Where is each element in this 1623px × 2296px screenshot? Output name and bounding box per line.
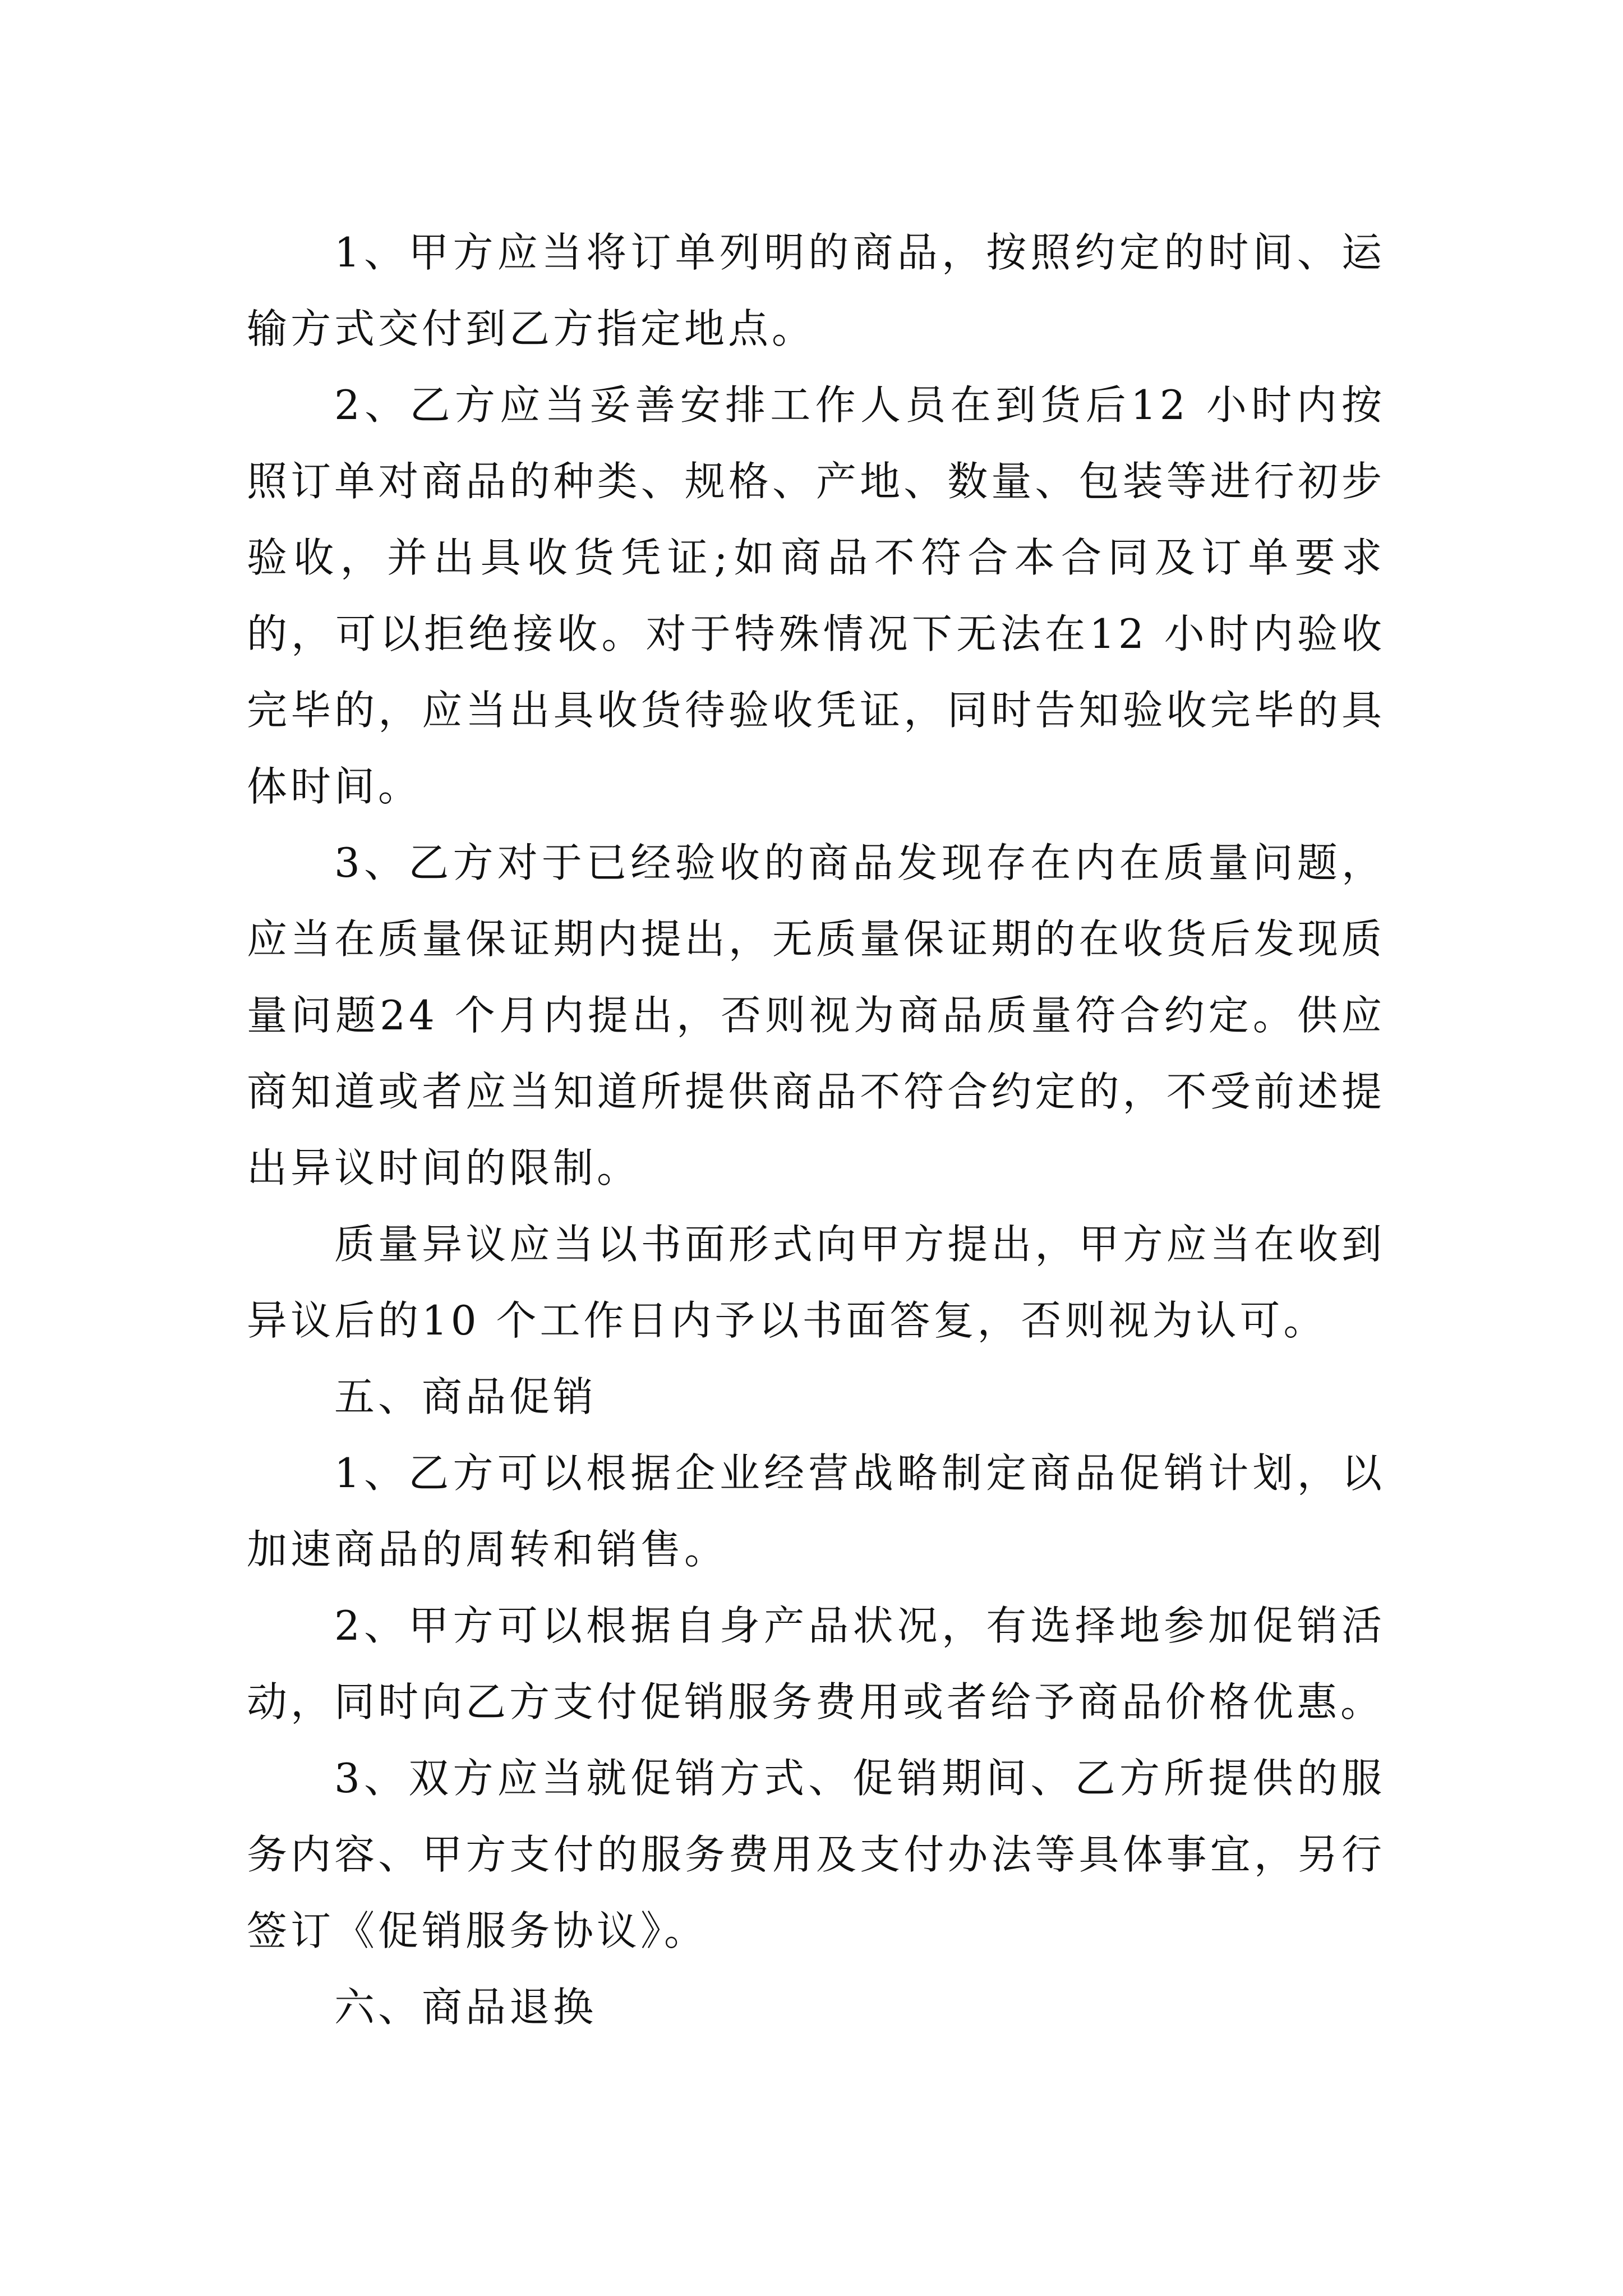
clause-promotion-agreement: 3、双方应当就促销方式、促销期间、乙方所提供的服务内容、甲方支付的服务费用及支付办法等具体事宜，另行签订《促销服务协议》。: [247, 1755, 1385, 1954]
clause-promotion-plan: 1、乙方可以根据企业经营战略制定商品促销计划，以加速商品的周转和销售。: [247, 1450, 1385, 1573]
section-heading-promotion: 五、商品促销: [334, 1373, 597, 1420]
clause-promotion-participation: 2、甲方可以根据自身产品状况，有选择地参加促销活动，同时向乙方支付促销服务费用或者给予商品价格优惠。: [247, 1602, 1385, 1726]
clause-delivery: 1、甲方应当将订单列明的商品，按照约定的时间、运输方式交付到乙方指定地点。: [247, 229, 1385, 352]
clause-quality-objection: 质量异议应当以书面形式向甲方提出，甲方应当在收到异议后的10 个工作日内予以书面答复，否则视为认可。: [247, 1221, 1385, 1344]
clause-inspection: 2、乙方应当妥善安排工作人员在到货后12 小时内按照订单对商品的种类、规格、产地、数量、包装等进行初步验收，并出具收货凭证;如商品不符合本合同及订单要求的，可以拒绝接收。对于特殊情况下无法在12 小时内验收完毕的，应当出具收货待验收凭证，同时告知验收完毕的具体时间。: [247, 381, 1385, 810]
document-body: [247, 214, 1385, 2045]
clause-quality-issue: 3、乙方对于已经验收的商品发现存在内在质量问题，应当在质量保证期内提出，无质量保证期的在收货后发现质量问题24 个月内提出，否则视为商品质量符合约定。供应商知道或者应当知道所提供商品不符合约定的，不受前述提出异议时间的限制。: [247, 839, 1385, 1191]
section-heading-returns: 六、商品退换: [334, 1984, 597, 2031]
